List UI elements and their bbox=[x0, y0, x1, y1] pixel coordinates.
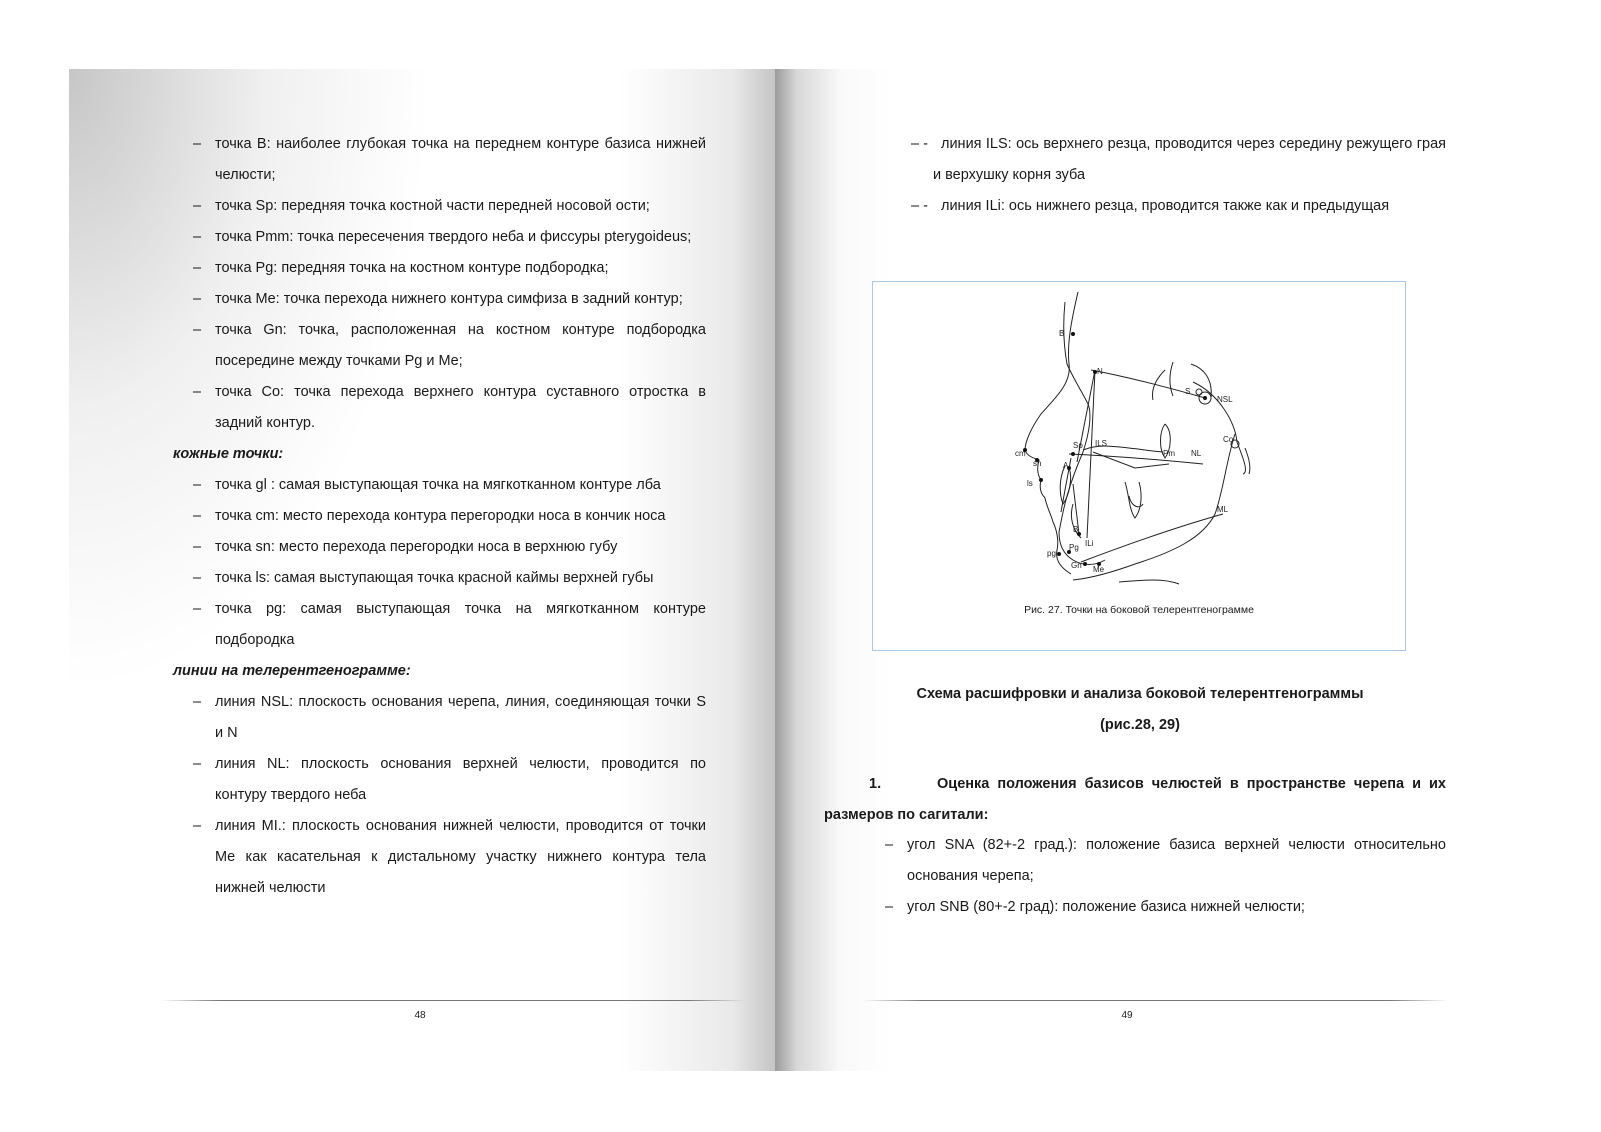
left-page bbox=[69, 69, 775, 1071]
hyoid-line bbox=[1119, 580, 1179, 584]
point-gn bbox=[1083, 562, 1087, 566]
list-item: – линия NSL: плоскость основания черепа, линия, соединяющая точки S и N bbox=[173, 687, 706, 749]
label-n: N bbox=[1097, 367, 1103, 376]
section-heading-line-1: Схема расшифровки и анализа боковой телерентгенограммы bbox=[916, 686, 1364, 702]
label-gn: Gn bbox=[1071, 561, 1082, 570]
page-number: 49 bbox=[1121, 1010, 1133, 1021]
right-page-top-text bbox=[901, 129, 1446, 222]
list-item: – линия MI.: плоскость основания нижней челюсти, проводится от точки Me как касательная к дистальному участку нижнего контура тела нижней челюсти bbox=[173, 811, 706, 904]
numbered-paragraph bbox=[824, 769, 1446, 831]
label-a: A bbox=[1063, 461, 1069, 470]
list-item: – точка Pg: передняя точка на костном контуре подбородка; bbox=[173, 253, 706, 284]
label-ils: ILS bbox=[1095, 439, 1108, 448]
page-number: 48 bbox=[414, 1010, 426, 1021]
list-item: – точка Me: точка перехода нижнего контура симфиза в задний контур; bbox=[173, 284, 706, 315]
section-heading bbox=[875, 679, 1405, 741]
label-pg-soft: pg bbox=[1047, 549, 1056, 558]
list-item bbox=[901, 191, 1446, 222]
label-nl: NL bbox=[1191, 449, 1202, 458]
label-me: Me bbox=[1093, 565, 1105, 574]
point-sp bbox=[1071, 452, 1075, 456]
upper-incisor bbox=[1060, 466, 1070, 504]
list-item: – линия NL: плоскость основания верхней челюсти, проводится по контуру твердого неба bbox=[173, 749, 706, 811]
sella-inner bbox=[1196, 389, 1202, 395]
list-item: – угол SNA (82+-2 град.): положение базиса верхней челюсти относительно основания черепа; bbox=[885, 830, 1446, 892]
label-cm: cm bbox=[1015, 449, 1026, 458]
molar-tooth bbox=[1125, 482, 1141, 518]
label-sp: Sp bbox=[1073, 441, 1083, 450]
numbered-paragraph-number: 1. bbox=[869, 776, 882, 792]
figure-caption: Рис. 27. Точки на боковой телерентгенограмме bbox=[1024, 604, 1254, 616]
numbered-paragraph-text: Оценка положения базисов челюстей в пространстве черепа и их размеров по сагитали: bbox=[824, 776, 1446, 823]
list-item-text: линия ILi: ось нижнего резца, проводится также как и предыдущая bbox=[941, 198, 1390, 214]
label-b-bone: B bbox=[1073, 525, 1079, 534]
point-pg-soft bbox=[1057, 552, 1061, 556]
nb-line bbox=[1087, 370, 1095, 538]
label-sn: sn bbox=[1033, 459, 1042, 468]
right-page-bottom-list bbox=[885, 830, 1446, 923]
label-b: B bbox=[1059, 329, 1065, 338]
cephalogram-figure bbox=[872, 281, 1406, 651]
bone-profile bbox=[1059, 302, 1108, 565]
orbit-arc-2 bbox=[1170, 362, 1173, 396]
left-page-text bbox=[173, 129, 706, 904]
label-s: S bbox=[1185, 387, 1191, 396]
label-co: Co bbox=[1223, 435, 1234, 444]
list-item: – точка pg: самая выступающая точка на мягкотканном контуре подбородка bbox=[173, 594, 706, 656]
list-item: – точка Co: точка перехода верхнего контура суставного отростка в задний контур. bbox=[173, 377, 706, 439]
subheading-lines: линии на телерентгенограмме: bbox=[173, 663, 411, 679]
label-pg: Pg bbox=[1069, 543, 1079, 552]
list-item: – точка Sp: передняя точка костной части передней носовой ости; bbox=[173, 191, 706, 222]
list-item: – точка gl : самая выступающая точка на мягкотканном контуре лба bbox=[173, 470, 706, 501]
point-s bbox=[1203, 396, 1207, 400]
point-ls bbox=[1039, 478, 1043, 482]
label-ml: ML bbox=[1217, 505, 1229, 514]
list-item bbox=[901, 129, 1446, 191]
point-b-gl bbox=[1071, 332, 1075, 336]
list-item: – точка sn: место перехода перегородки носа в верхнюю губу bbox=[173, 532, 706, 563]
section-heading-line-2: (рис.28, 29) bbox=[1100, 717, 1180, 733]
label-nsl: NSL bbox=[1217, 395, 1233, 404]
label-ls: ls bbox=[1027, 479, 1033, 488]
list-item-text: линия ILS: ось верхнего резца, проводится через середину режущего грая и верхушку корня зуба bbox=[933, 136, 1446, 183]
palatal-plane bbox=[1069, 454, 1203, 464]
list-item: – угол SNB (80+-2 град): положение базиса нижней челюсти; bbox=[885, 892, 1446, 923]
list-item: – точка Pmm: точка пересечения твердого неба и фиссуры pterygoideus; bbox=[173, 222, 706, 253]
mandibular-plane bbox=[1081, 514, 1223, 562]
list-item: – точка Gn: точка, расположенная на костном контуре подбородка посередине между точками Pg и Me; bbox=[173, 315, 706, 377]
footer-divider bbox=[863, 1000, 1448, 1001]
soft-tissue-profile bbox=[1025, 292, 1078, 574]
list-item: – точка B: наиболее глубокая точка на переднем контуре базиса нижней челюсти; bbox=[173, 129, 706, 191]
cephalogram-tracing bbox=[873, 282, 1405, 650]
footer-divider bbox=[161, 1000, 746, 1001]
list-item: – точка ls: самая выступающая точка красной каймы верхней губы bbox=[173, 563, 706, 594]
label-pm: Pm bbox=[1163, 449, 1175, 458]
list-item: – точка cm: место перехода контура перегородки носа в кончик носа bbox=[173, 501, 706, 532]
subheading-skin-points: кожные точки: bbox=[173, 446, 284, 462]
label-ili: ILi bbox=[1085, 539, 1094, 548]
right-page bbox=[775, 69, 1501, 1071]
